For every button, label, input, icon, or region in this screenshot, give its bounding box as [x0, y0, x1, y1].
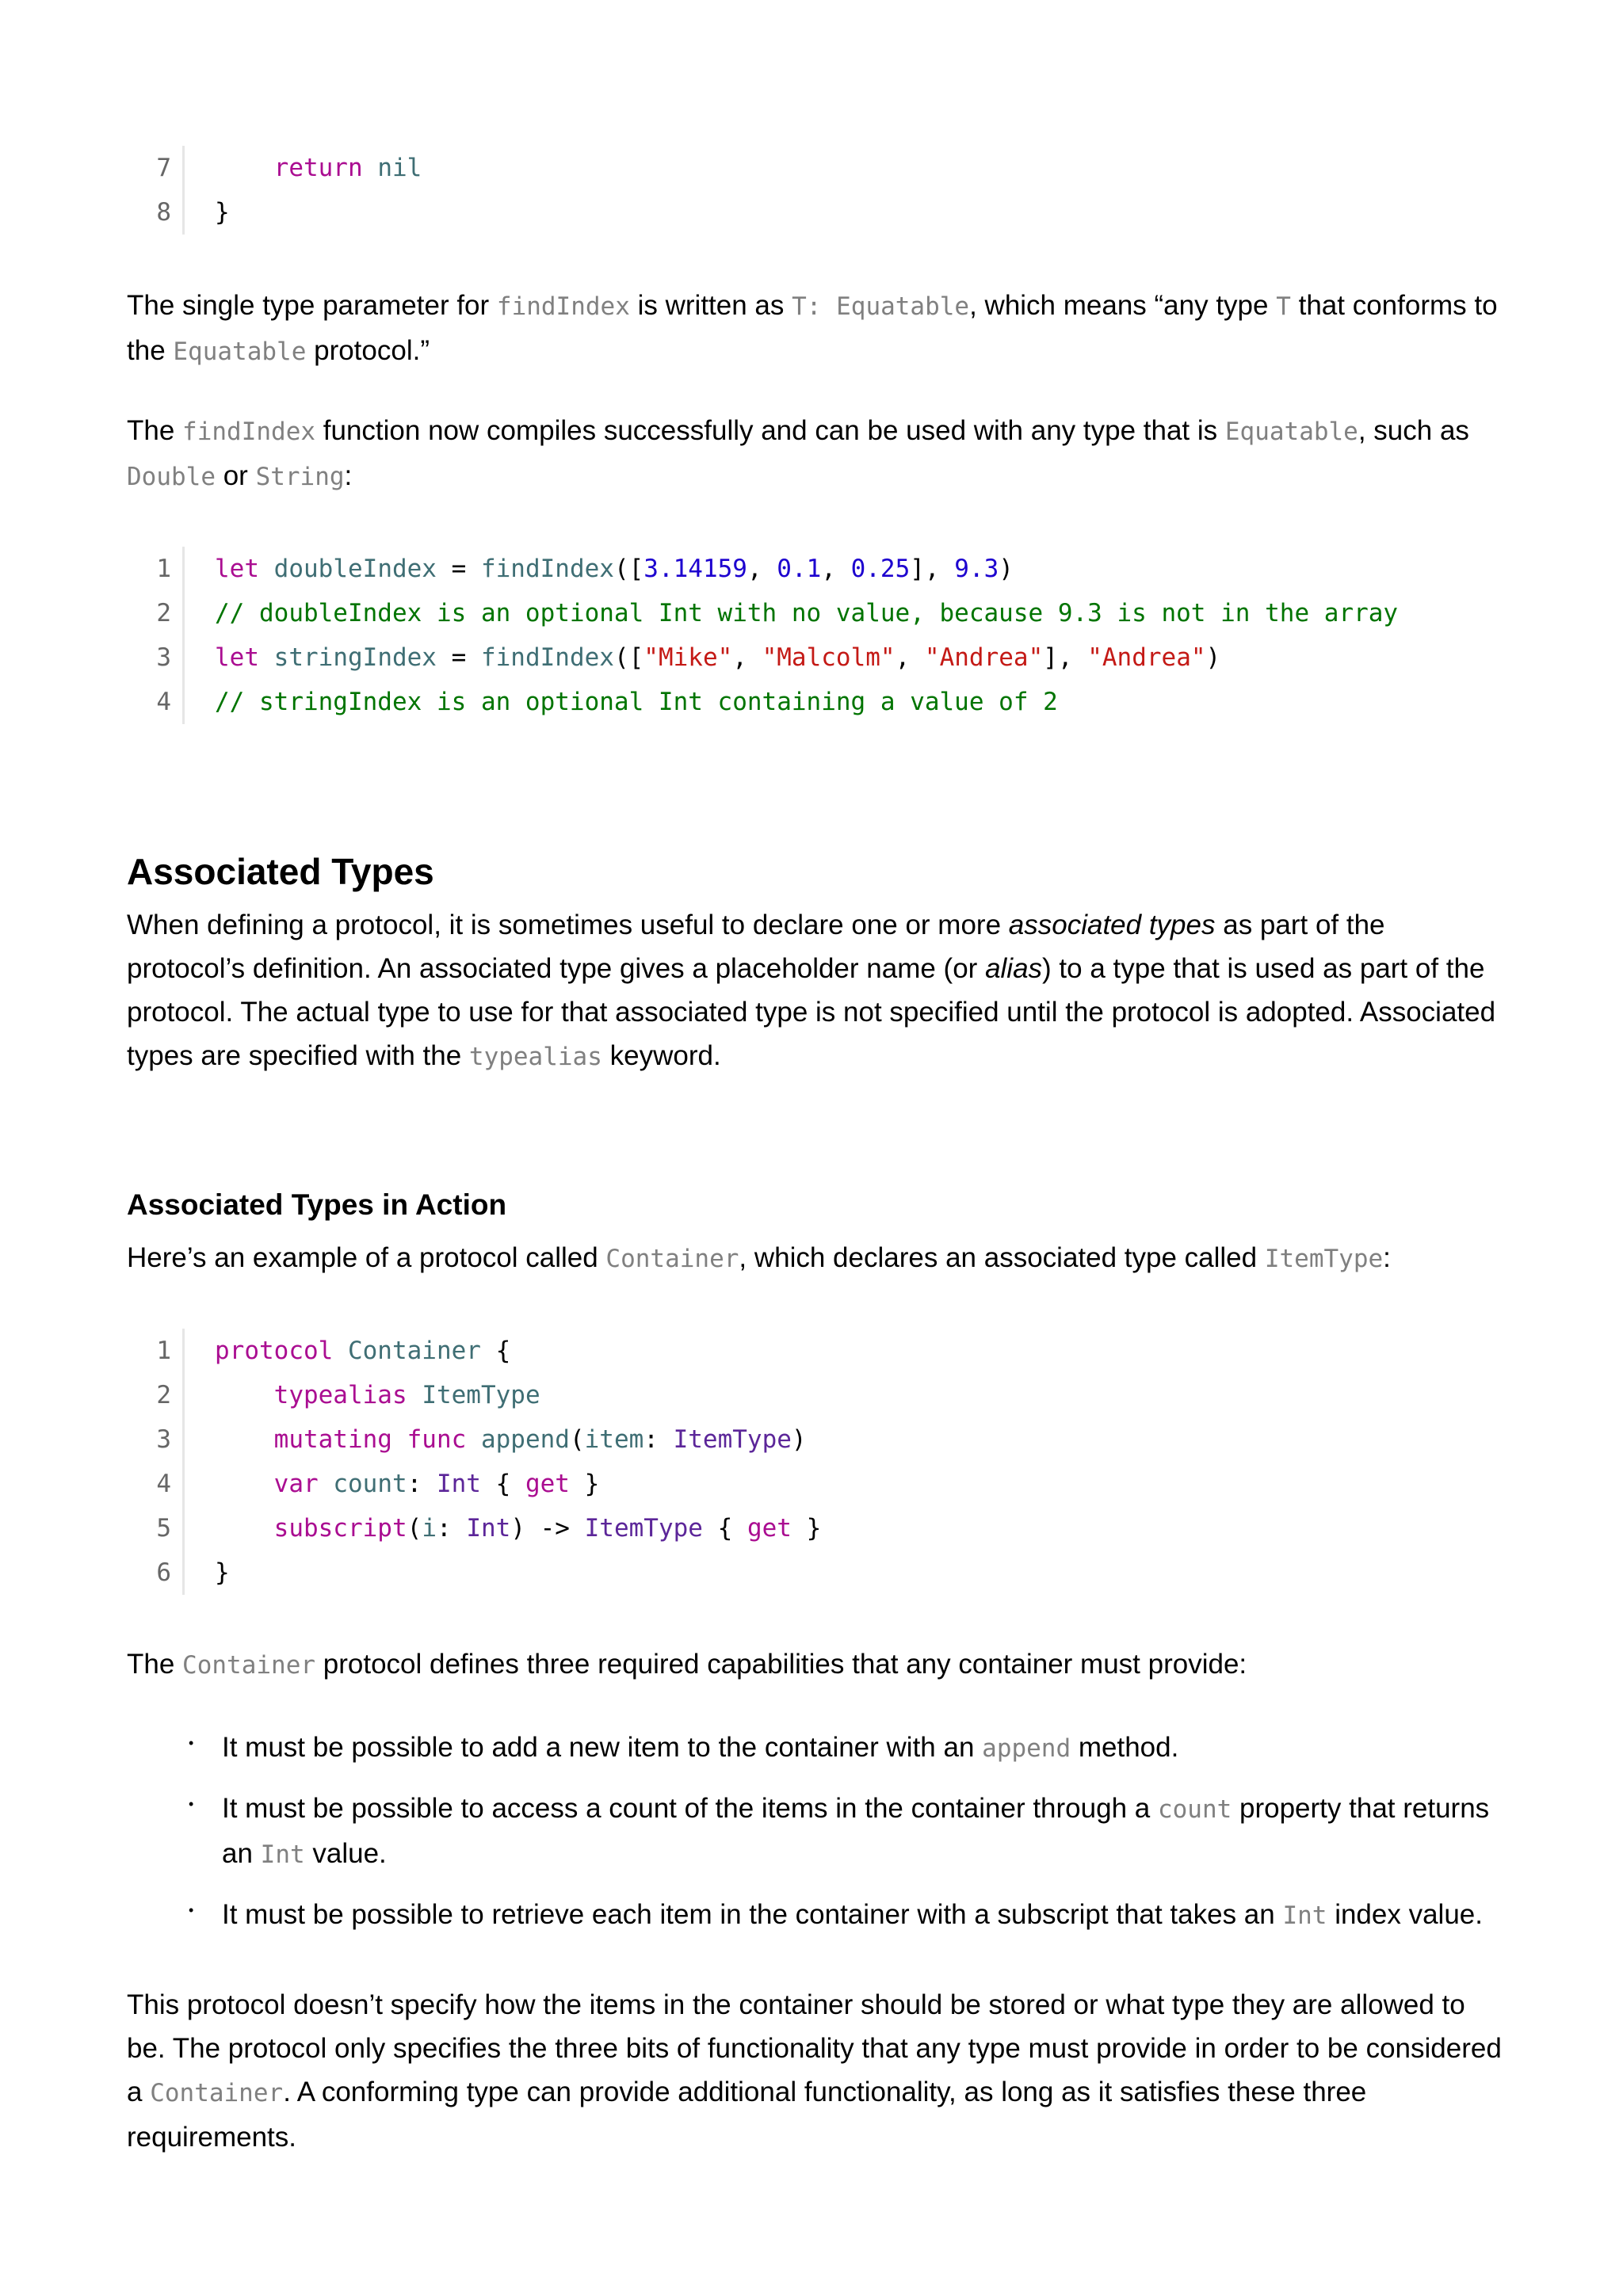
code-line — [127, 680, 1398, 724]
code-token: get — [525, 1470, 570, 1498]
code-token: } — [215, 1558, 230, 1587]
code-token: Container — [347, 1337, 481, 1365]
line-number: 7 — [127, 146, 185, 190]
code-token — [407, 1381, 422, 1409]
code-token: subscript — [273, 1514, 407, 1543]
list-item: • It must be possible to add a new item to the container with an append method. — [189, 1732, 1179, 1763]
code-token: ) — [999, 555, 1014, 583]
line-number: 6 — [127, 1550, 185, 1595]
code-token — [215, 1381, 274, 1409]
code-line — [127, 635, 1398, 680]
line-number: 3 — [127, 635, 185, 680]
code-token — [466, 1425, 481, 1454]
code-token: ItemType — [422, 1381, 540, 1409]
code-token — [215, 1425, 274, 1454]
code-token: ItemType — [584, 1514, 703, 1543]
line-number: 3 — [127, 1417, 185, 1462]
code-line — [127, 1550, 821, 1595]
code-token: return — [273, 154, 363, 182]
code-token — [392, 1425, 407, 1454]
code-token: "Andrea" — [1087, 643, 1206, 672]
line-number: 2 — [127, 1373, 185, 1417]
code-line — [127, 1373, 821, 1417]
code-token: ([ — [613, 555, 644, 583]
code-block-2 — [127, 547, 1398, 724]
code-token: Int — [466, 1514, 511, 1543]
code-token: // stringIndex is an optional Int containing a value of 2 — [215, 688, 1058, 716]
paragraph-findindex-compiles: The findIndex function now compiles successfully and can be used with any type that is Equatable, such as Double or String: — [127, 415, 1469, 491]
code-text — [215, 680, 1058, 724]
code-token: : — [407, 1470, 437, 1498]
code-token: let — [215, 643, 259, 672]
code-line — [127, 1329, 821, 1373]
code-token: 3.14159 — [643, 555, 747, 583]
code-text — [215, 146, 422, 190]
line-number: 4 — [127, 680, 185, 724]
code-line — [127, 190, 422, 235]
paragraph-container-example: Here’s an example of a protocol called Container, which declares an associated type called ItemType: — [127, 1242, 1391, 1273]
code-token: ], — [1043, 643, 1088, 672]
code-token: { — [702, 1514, 747, 1543]
code-token — [215, 154, 274, 182]
code-token: = — [436, 643, 481, 672]
code-token: i — [422, 1514, 437, 1543]
code-token: , — [821, 555, 851, 583]
list-item: • It must be possible to retrieve each item in the container with a subscript that takes an Int index value. — [189, 1899, 1483, 1930]
code-block-1 — [127, 146, 422, 235]
code-token: var — [273, 1470, 319, 1498]
code-token: 0.1 — [777, 555, 822, 583]
list-item: • It must be possible to access a count of the items in the container through a count property that returns an Int value. — [189, 1793, 1490, 1869]
code-token — [333, 1337, 348, 1365]
code-token: ( — [569, 1425, 585, 1454]
code-token: item — [584, 1425, 644, 1454]
code-token — [259, 555, 274, 583]
code-token: } — [569, 1470, 600, 1498]
code-token: "Mike" — [643, 643, 733, 672]
heading-associated-types-in-action: Associated Types in Action — [127, 1188, 507, 1221]
code-token: "Andrea" — [924, 643, 1044, 672]
code-text — [215, 635, 1220, 680]
code-token: ( — [407, 1514, 422, 1543]
code-token: doubleIndex — [273, 555, 437, 583]
code-token: get — [747, 1514, 792, 1543]
code-token — [363, 154, 378, 182]
code-token: "Malcolm" — [762, 643, 896, 672]
code-token: mutating — [273, 1425, 392, 1454]
code-token — [319, 1470, 334, 1498]
line-number: 5 — [127, 1506, 185, 1550]
code-line — [127, 1506, 821, 1550]
paragraph-type-parameter: The single type parameter for findIndex is written as T: Equatable, which means “any type T that conforms to the Equatable protocol.” — [127, 290, 1498, 366]
code-token: = — [436, 555, 481, 583]
code-token: // doubleIndex is an optional Int with no value, because 9.3 is not in the array — [215, 599, 1399, 627]
code-token — [215, 1514, 274, 1543]
code-token: , — [895, 643, 925, 672]
line-number: 4 — [127, 1462, 185, 1506]
code-token: 9.3 — [954, 555, 999, 583]
code-token: , — [732, 643, 762, 672]
code-text — [215, 1550, 230, 1595]
bullet-icon: • — [189, 1735, 194, 1751]
bullet-icon: • — [189, 1796, 194, 1812]
code-token: count — [333, 1470, 407, 1498]
code-token: protocol — [215, 1337, 334, 1365]
paragraph-associated-types-intro: When defining a protocol, it is sometimes useful to declare one or more associated types as part of the protocol’s definition. An associated type gives a placeholder name (or alias) to a type that is used as part of the protocol. The actual type to use for that associated type is not specified until the protocol is adopted. Associated types are specified with the typealias keyword. — [127, 910, 1496, 1071]
code-token: , — [747, 555, 777, 583]
code-token: let — [215, 555, 259, 583]
paragraph-protocol-summary: This protocol doesn’t specify how the items in the container should be stored or what type they are allowed to be. The protocol only specifies the three bits of functionality that any type must provide in order to be considered a Container. A conforming type can provide additional functionality, as long as it satisfies these three requirements. — [127, 1989, 1502, 2153]
code-token: : — [643, 1425, 674, 1454]
code-token: 0.25 — [850, 555, 911, 583]
code-token: func — [407, 1425, 467, 1454]
code-token: : — [436, 1514, 467, 1543]
code-token: stringIndex — [273, 643, 437, 672]
bullet-icon: • — [189, 1902, 194, 1918]
code-line — [127, 1417, 821, 1462]
bullet-list — [189, 1726, 1506, 1954]
code-token: ], — [910, 555, 955, 583]
code-token: nil — [377, 154, 422, 182]
code-token: } — [215, 198, 230, 227]
line-number: 1 — [127, 547, 185, 591]
code-text — [215, 1373, 540, 1417]
code-line — [127, 146, 422, 190]
code-block-3 — [127, 1329, 821, 1595]
code-line — [127, 1462, 821, 1506]
code-text — [215, 547, 1014, 591]
code-token: findIndex — [480, 643, 614, 672]
code-token — [215, 1470, 274, 1498]
line-number: 8 — [127, 190, 185, 235]
code-text — [215, 190, 230, 235]
code-token: findIndex — [480, 555, 614, 583]
code-text — [215, 1462, 599, 1506]
code-token: ) -> — [510, 1514, 585, 1543]
code-token: ([ — [613, 643, 644, 672]
code-token: { — [480, 1337, 511, 1365]
code-token: { — [480, 1470, 525, 1498]
code-token: typealias — [273, 1381, 407, 1409]
line-number: 1 — [127, 1329, 185, 1373]
code-token: ) — [791, 1425, 807, 1454]
code-text — [215, 1329, 510, 1373]
code-text — [215, 591, 1398, 635]
code-token: ) — [1205, 643, 1221, 672]
code-text — [215, 1506, 821, 1550]
code-line — [127, 547, 1398, 591]
code-token: ItemType — [673, 1425, 792, 1454]
line-number: 2 — [127, 591, 185, 635]
code-text — [215, 1417, 807, 1462]
code-token — [259, 643, 274, 672]
code-token: Int — [436, 1470, 481, 1498]
code-line — [127, 591, 1398, 635]
code-token: } — [791, 1514, 822, 1543]
heading-associated-types: Associated Types — [127, 851, 434, 892]
code-token: append — [480, 1425, 570, 1454]
paragraph-container-capabilities: The Container protocol defines three required capabilities that any container must provide: — [127, 1649, 1247, 1680]
